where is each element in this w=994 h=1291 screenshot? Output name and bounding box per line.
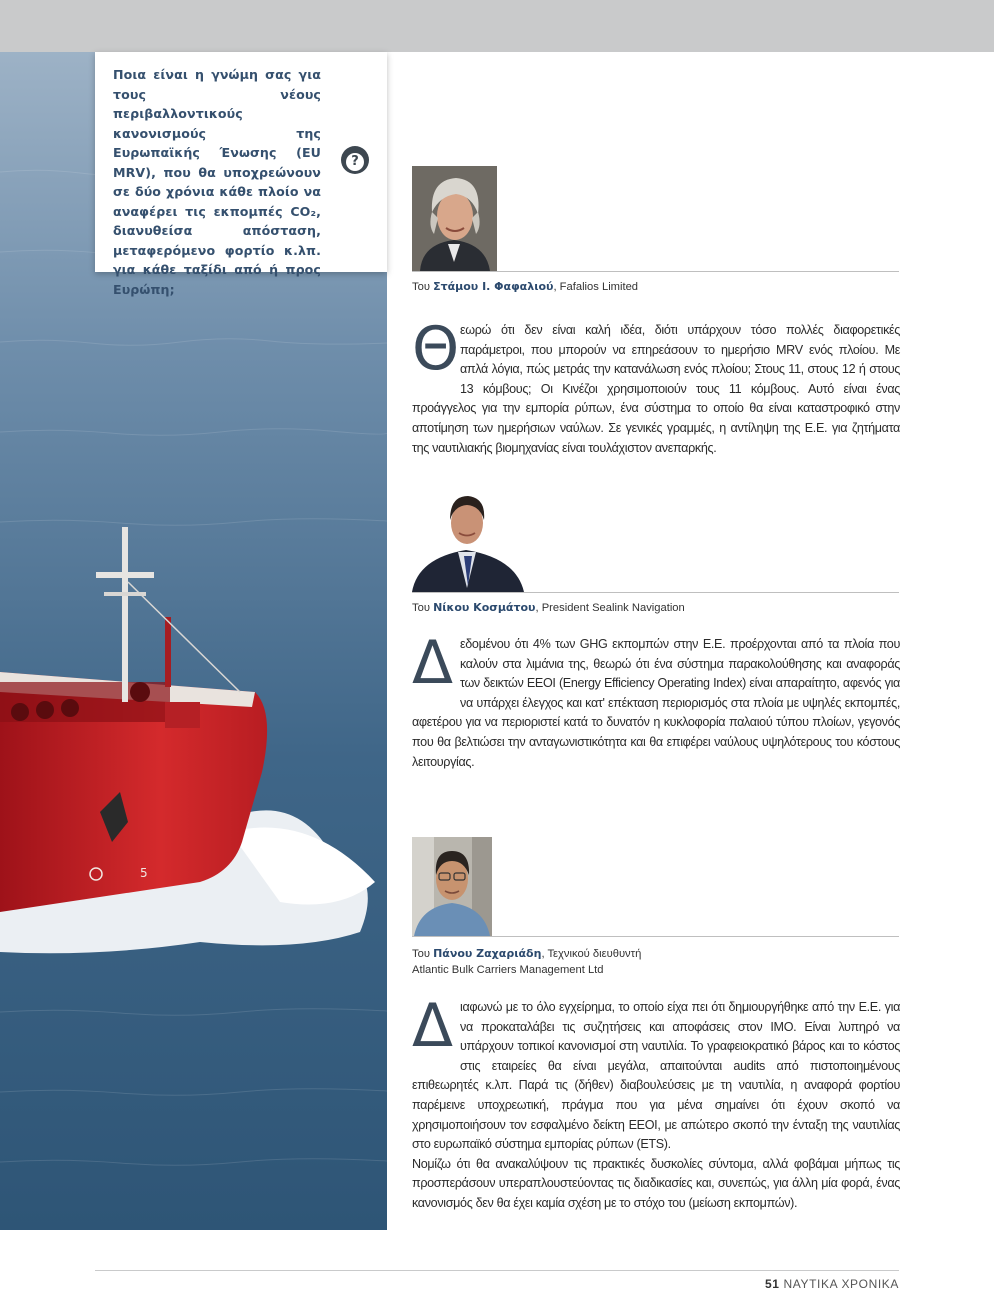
divider	[412, 271, 899, 272]
answer-paragraph: εδομένου ότι 4% των GHG εκπομπών στην Ε.Ε. προέρχονται από τα πλοία που καλούν στα λιμάνια της, θεωρώ ότι ένα σύστημα παρακολούθησης και αναφοράς των δεικτών EEOI (Energy Efficiency Operating Index) είναι απαραίτητο, αφενός για να υπάρχει έλεγχος και κατ' επέκταση περιορισμός στα πλοία με υψηλές εκπομπές, αφετέρου για να περιοριστεί κατά το δυνατόν η κυκλοφορία παλαιού τύπου πλοίων, γεγονός που θα βελτιώσει την ανταγωνιστικότητα και θα επιφέρει ναύλους υψηλότερους του κόστους λειτουργίας.	[412, 637, 900, 769]
page-footer	[765, 1277, 899, 1291]
answer-paragraph: ιαφωνώ με το όλο εγχείρημα, το οποίο είχα πει ότι δημιουργήθηκε από την Ε.Ε. για να προκαταλάβει τις συζητήσεις και αποφάσεις στον IMO. Είναι λυπηρό να υπάρχουν τοπικοί κανονισμοί στη ναυτιλία. Το γραφειοκρατικό βάρος και το κόστος στις εταιρείες θα είναι μεγάλα, απαιτούνται audits από πιστοποιημένους επιθεωρητές κ.λπ. Παρά τις (δήθεν) διαβουλεύσεις με τη ναυτιλία, η αναφορά φορτίου παρέμεινε υποχρεωτική, πράγμα που για μένα σημαίνει ότι έχουν σκοπό να χρησιμοποιήσουν τον εσφαλμένο δείκτη EEOI, με απώτερο σκοπό την ένταξη της ναυτιλίας στο ευρωπαϊκό σύστημα εμπορίας ρύπων (ETS).	[412, 1000, 900, 1152]
page-number: 51	[764, 1277, 780, 1291]
divider	[412, 936, 899, 937]
answer-zachariadis	[412, 991, 900, 1214]
dropcap: Δ	[412, 991, 453, 1061]
author-company: Atlantic Bulk Carriers Management Ltd	[412, 964, 604, 976]
portrait-fafalios	[412, 166, 497, 271]
dropcap: Θ	[412, 314, 459, 384]
divider	[412, 592, 899, 593]
author-name: Νίκου Κοσμάτου	[433, 601, 536, 614]
portrait-kosmatos	[412, 490, 542, 592]
svg-text:5: 5	[140, 866, 148, 880]
byline-kosmatos: Του Νίκου Κοσμάτου, President Sealink Navigation	[412, 601, 685, 614]
answer-paragraph: εωρώ ότι δεν είναι καλή ιδέα, διότι υπάρχουν τόσο πολλές διαφορετικές παράμετροι, που μπορούν να επηρεάσουν το ημερήσιο MRV ενός πλοίου. Με απλά λόγια, πώς μετράς την κατανάλωση ενός πλοίου; Στους 11, στους 12 ή στους 13 κόμβους; Οι Κινέζοι χρησιμοποιούν τους 11 κόμβους. Αυτό είναι ένας προάγγελος για την εμπορία ρύπων, ένα σύστημα το οποίο θα είναι καταστροφικό στην αποτίμηση των ημερήσιων ναύλων. Σε γενικές γραμμές, η αντίληψη της Ε.Ε. για ζητήματα της ναυτιλιακής βιομηχανίας είναι τουλάχιστον ανεπαρκής.	[412, 323, 900, 455]
footer-divider	[95, 1270, 899, 1271]
top-band	[0, 0, 994, 52]
byline-zachariadis: Του Πάνου Ζαχαριάδη, Τεχνικού διευθυντή Atlantic Bulk Carriers Management Ltd	[412, 947, 642, 976]
portrait-zachariadis	[412, 837, 492, 936]
question-mark-icon: ?	[341, 146, 369, 174]
answer-fafalios	[412, 314, 900, 458]
dropcap: Δ	[412, 628, 453, 698]
answer-kosmatos	[412, 628, 900, 772]
magazine-title: ΝΑΥΤΙΚΑ ΧΡΟΝΙΚΑ	[783, 1277, 899, 1291]
answer-paragraph: Νομίζω ότι θα ανακαλύψουν τις πρακτικές δυσκολίες σύντομα, αλλά φοβάμαι μήπως τις προσπεράσουν υπεραπλουστεύοντας τις διαδικασίες και, συνεπώς, για άλλη μία φορά, ένας κανονισμός δεν θα έχει καμία σχέση με το στόχο του (μείωση εκπομπών).	[412, 1156, 900, 1210]
question-text: Ποια είναι η γνώμη σας για τους νέους περιβαλλοντικούς κανονισμούς της Ευρωπαϊκής Ένωσης (EU MRV), που θα υποχρεώνουν σε δύο χρόνια κάθε πλοίο να αναφέρει τις εκπομπές CO₂, διανυθείσα απόσταση, μεταφερόμενο φορτίο κ.λπ. για κάθε ταξίδι από ή προς Ευρώπη;	[113, 67, 321, 297]
author-name: Στάμου Ι. Φαφαλιού	[433, 280, 554, 293]
author-name: Πάνου Ζαχαριάδη	[433, 947, 542, 960]
byline-fafalios: Του Στάμου Ι. Φαφαλιού, Fafalios Limited	[412, 280, 639, 293]
